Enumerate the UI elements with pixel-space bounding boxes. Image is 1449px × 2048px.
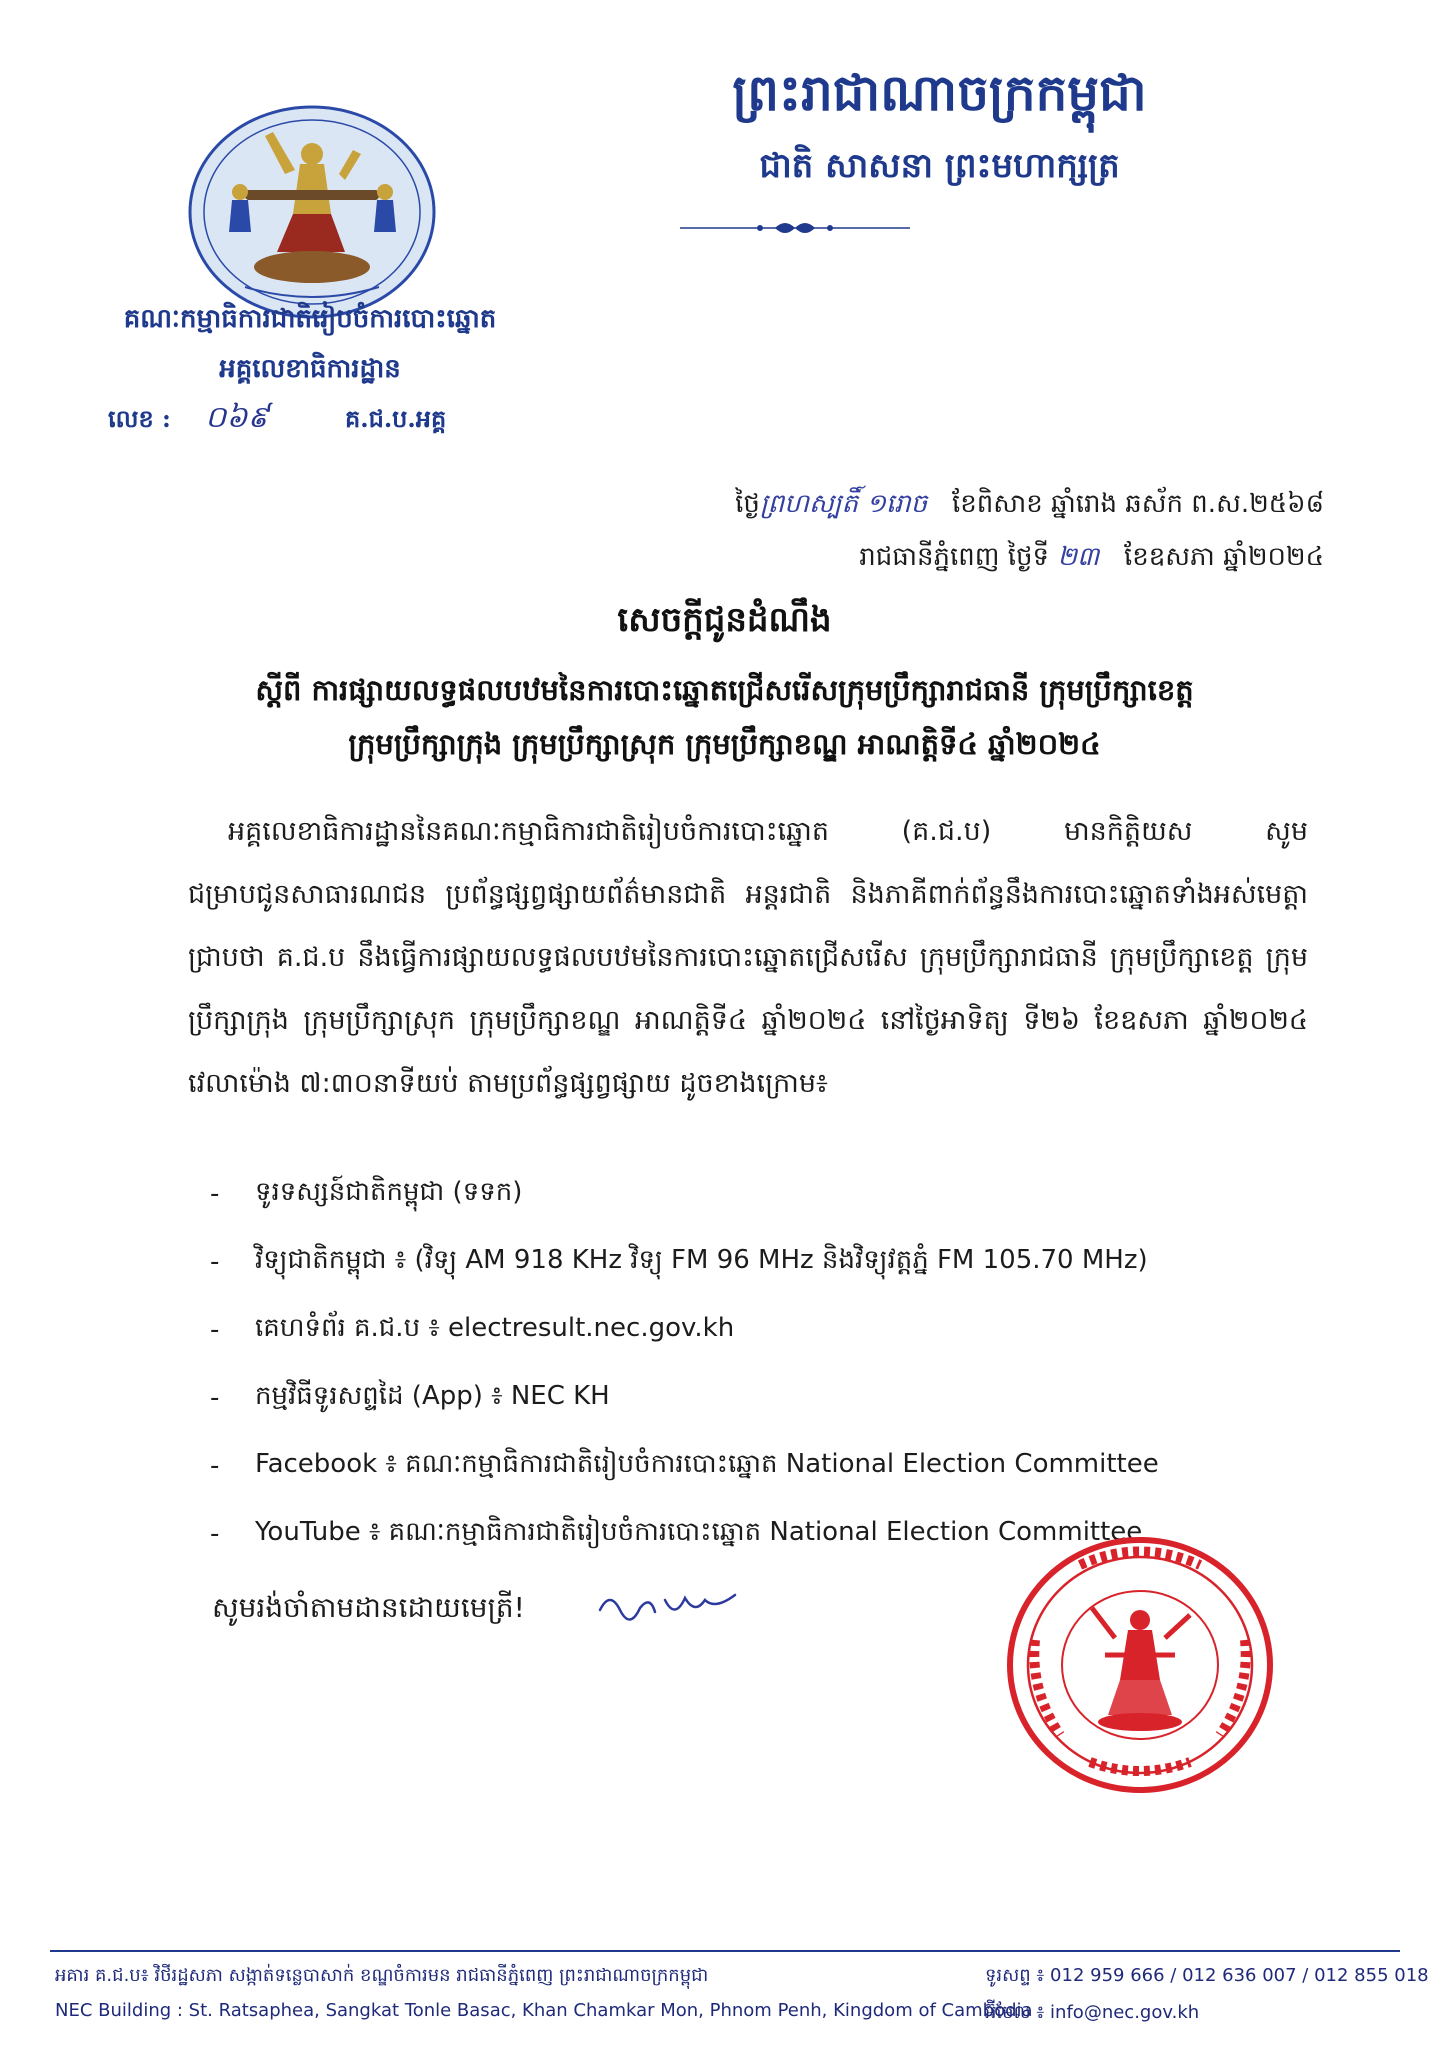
nec-emblem [185, 102, 440, 322]
list-dash: - [210, 1247, 220, 1277]
channel-app: កម្មវិធីទូរសព្ទដៃ (App) ៖ NEC KH [255, 1381, 610, 1411]
subject-line-2: ក្រុមប្រឹក្សាក្រុង ក្រុមប្រឹក្សាស្រុក ក្រុមប្រឹក្សាខណ្ឌ អាណត្តិទី៤ ឆ្នាំ២០២៤ [348, 727, 1101, 761]
channel-facebook: Facebook ៖ គណៈកម្មាធិការជាតិរៀបចំការបោះឆ្នោត National Election Committee [255, 1449, 1159, 1479]
list-item [210, 1228, 1360, 1296]
lunar-prefix: ថ្ងៃ [735, 489, 760, 519]
solar-rest: ខែឧសភា ឆ្នាំ២០២៤ [1124, 542, 1324, 572]
solar-prefix: រាជធានីភ្នំពេញ ថ្ងៃទី [859, 542, 1050, 572]
channel-tv: ទូរទស្សន៍ជាតិកម្ពុជា (ទទក) [255, 1177, 523, 1207]
list-dash: - [210, 1383, 220, 1413]
kingdom-motto: ជាតិ សាសនា ព្រះមហាក្សត្រ [759, 146, 1120, 186]
footer-divider [50, 1950, 1400, 1952]
list-item [210, 1296, 1360, 1364]
signature [595, 1580, 745, 1630]
body-paragraph [188, 800, 1308, 1115]
reference-label: លេខ : [108, 404, 171, 433]
ornament-divider [680, 218, 910, 238]
channel-website: គេហទំព័រ គ.ជ.ប ៖ electresult.nec.gov.kh [255, 1313, 735, 1343]
list-dash: - [210, 1451, 220, 1481]
list-dash: - [210, 1179, 220, 1209]
department-name: អគ្គលេខាធិការដ្ឋាន [219, 354, 401, 384]
list-item [210, 1364, 1360, 1432]
channel-youtube: YouTube ៖ គណៈកម្មាធិការជាតិរៀបចំការបោះឆ្នោត National Election Committee [255, 1517, 1143, 1547]
lunar-day: ព្រហស្បតិ៍ ១រោច [759, 489, 928, 519]
notice-title: សេចក្តីជូនដំណឹង [617, 600, 832, 640]
reference-number: ០៦៩ [205, 400, 269, 435]
lunar-rest: ខែពិសាខ ឆ្នាំរោង ឆស័ក ព.ស.២៥៦៨ [951, 489, 1324, 519]
solar-date [859, 540, 1324, 578]
solar-day: ២៣ [1057, 542, 1100, 572]
list-item [210, 1160, 1360, 1228]
footer-email: អ៊ីមែល ៖ info@nec.gov.kh [985, 2002, 1200, 2023]
footer-address-en: NEC Building : St. Ratsaphea, Sangkat Tonle Basac, Khan Chamkar Mon, Phnom Penh, Kingdom of Cambodia [55, 2000, 1033, 2021]
list-item [210, 1432, 1360, 1500]
organization-name: គណៈកម្មាធិការជាតិរៀបចំការបោះឆ្នោត [123, 304, 497, 334]
subject-line-1: ស្តីពី ការផ្សាយលទ្ធផលបឋមនៃការបោះឆ្នោតជ្រើសរើសក្រុមប្រឹក្សារាជធានី ក្រុមប្រឹក្សាខេត្ត [255, 673, 1194, 707]
body-text: អគ្គលេខាធិការដ្ឋាននៃគណៈកម្មាធិការជាតិរៀបចំការបោះឆ្នោត (គ.ជ.ប) មានកិត្តិយស សូមជម្រាបជូនសាធារណជន ប្រព័ន្ធផ្សព្វផ្សាយព័ត៌មានជាតិ អន្តរជាតិ និងភាគីពាក់ព័ន្ធនឹងការបោះឆ្នោតទាំងអស់មេត្តាជ្រាបថា គ.ជ.ប នឹងធ្វើការផ្សាយលទ្ធផលបឋមនៃការបោះឆ្នោតជ្រើសរើស ក្រុមប្រឹក្សារាជធានី ក្រុមប្រឹក្សាខេត្ត ក្រុមប្រឹក្សាក្រុង ក្រុមប្រឹក្សាស្រុក ក្រុមប្រឹក្សាខណ្ឌ អាណត្តិទី៤ ឆ្នាំ២០២៤ នៅថ្ងៃអាទិត្យ ទី២៦ ខែឧសភា ឆ្នាំ២០២៤ វេលាម៉ោង ៧:៣០នាទីយប់ តាមប្រព័ន្ធផ្សព្វផ្សាយ ដូចខាងក្រោម៖ [188, 816, 1308, 1099]
footer-address-km: អគារ គ.ជ.ប៖ វិថីរដ្ឋសភា សង្កាត់ទន្លេបាសាក់ ខណ្ឌចំការមន រាជធានីភ្នំពេញ ព្រះរាជាណាចក្រកម្ពុជា [55, 1965, 709, 1986]
footer-phone: ទូរសព្ទ ៖ 012 959 666 / 012 636 007 / 012 855 018 [985, 1965, 1429, 1986]
closing-line: សូមរង់ចាំតាមដានដោយមេត្រី! [212, 1591, 525, 1624]
lunar-date [735, 487, 1324, 525]
official-seal [1000, 1530, 1280, 1800]
channel-list [210, 1160, 1360, 1568]
channel-radio: វិទ្យុជាតិកម្ពុជា ៖ (វិទ្យុ AM 918 KHz វិទ្យុ FM 96 MHz និងវិទ្យុវត្តភ្នំ FM 105.70 MHz) [255, 1245, 1148, 1275]
list-dash: - [210, 1315, 220, 1345]
kingdom-title: ព្រះរាជាណាចក្រកម្ពុជា [732, 63, 1147, 122]
reference-suffix: គ.ជ.ប.អគ្គ [345, 404, 447, 433]
list-dash: - [210, 1519, 220, 1549]
